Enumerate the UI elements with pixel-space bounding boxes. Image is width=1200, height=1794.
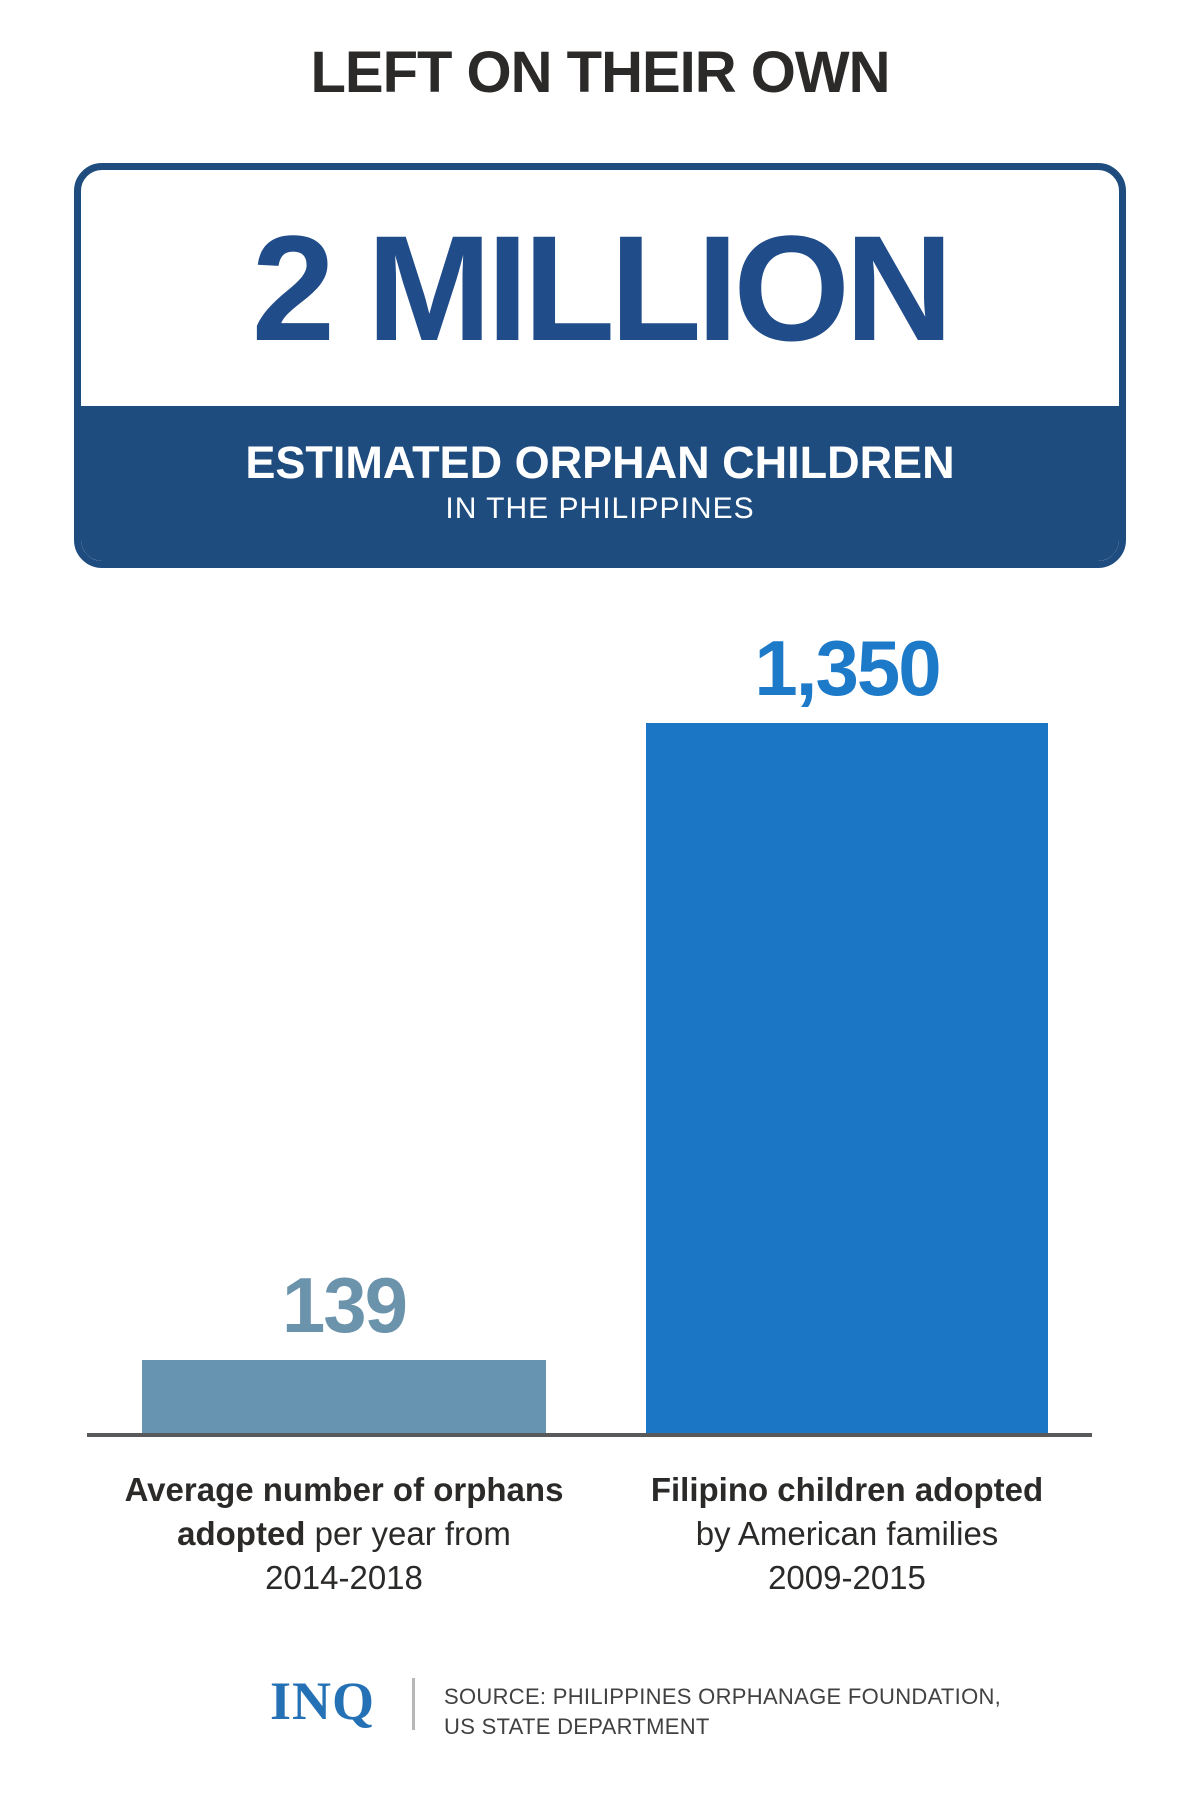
category-right-line3: 2009-2015	[768, 1559, 926, 1596]
bar-filipino-children-adopted	[646, 723, 1048, 1433]
highlight-caption-line1: ESTIMATED ORPHAN CHILDREN	[245, 436, 955, 488]
bar-value-label-orphans-per-year: 139	[281, 1261, 407, 1349]
source-line1: SOURCE: PHILIPPINES ORPHANAGE FOUNDATION,	[444, 1684, 1002, 1709]
category-left-line1: Average number of orphans	[124, 1471, 564, 1508]
category-left-line3: 2014-2018	[265, 1559, 423, 1596]
bar-value-label-adopted-by-american-families: 1,350	[754, 624, 940, 712]
category-right-line2: by American families	[695, 1515, 999, 1552]
highlight-caption-line2: IN THE PHILIPPINES	[445, 491, 755, 525]
page-title: LEFT ON THEIR OWN	[310, 40, 890, 105]
footer-divider	[412, 1678, 415, 1730]
category-left-line2: adopted per year from	[177, 1515, 511, 1552]
category-right-line1: Filipino children adopted	[650, 1471, 1044, 1508]
category-label-left	[84, 1468, 604, 1600]
highlight-value: 2 MILLION	[251, 204, 949, 372]
source-line2: US STATE DEPARTMENT	[444, 1714, 710, 1739]
source-text	[444, 1682, 1001, 1742]
inq-logo: INQ	[270, 1671, 376, 1731]
category-label-right	[587, 1468, 1107, 1600]
bar-orphans-adopted-per-year	[142, 1360, 546, 1433]
x-axis-line	[87, 1433, 1092, 1437]
